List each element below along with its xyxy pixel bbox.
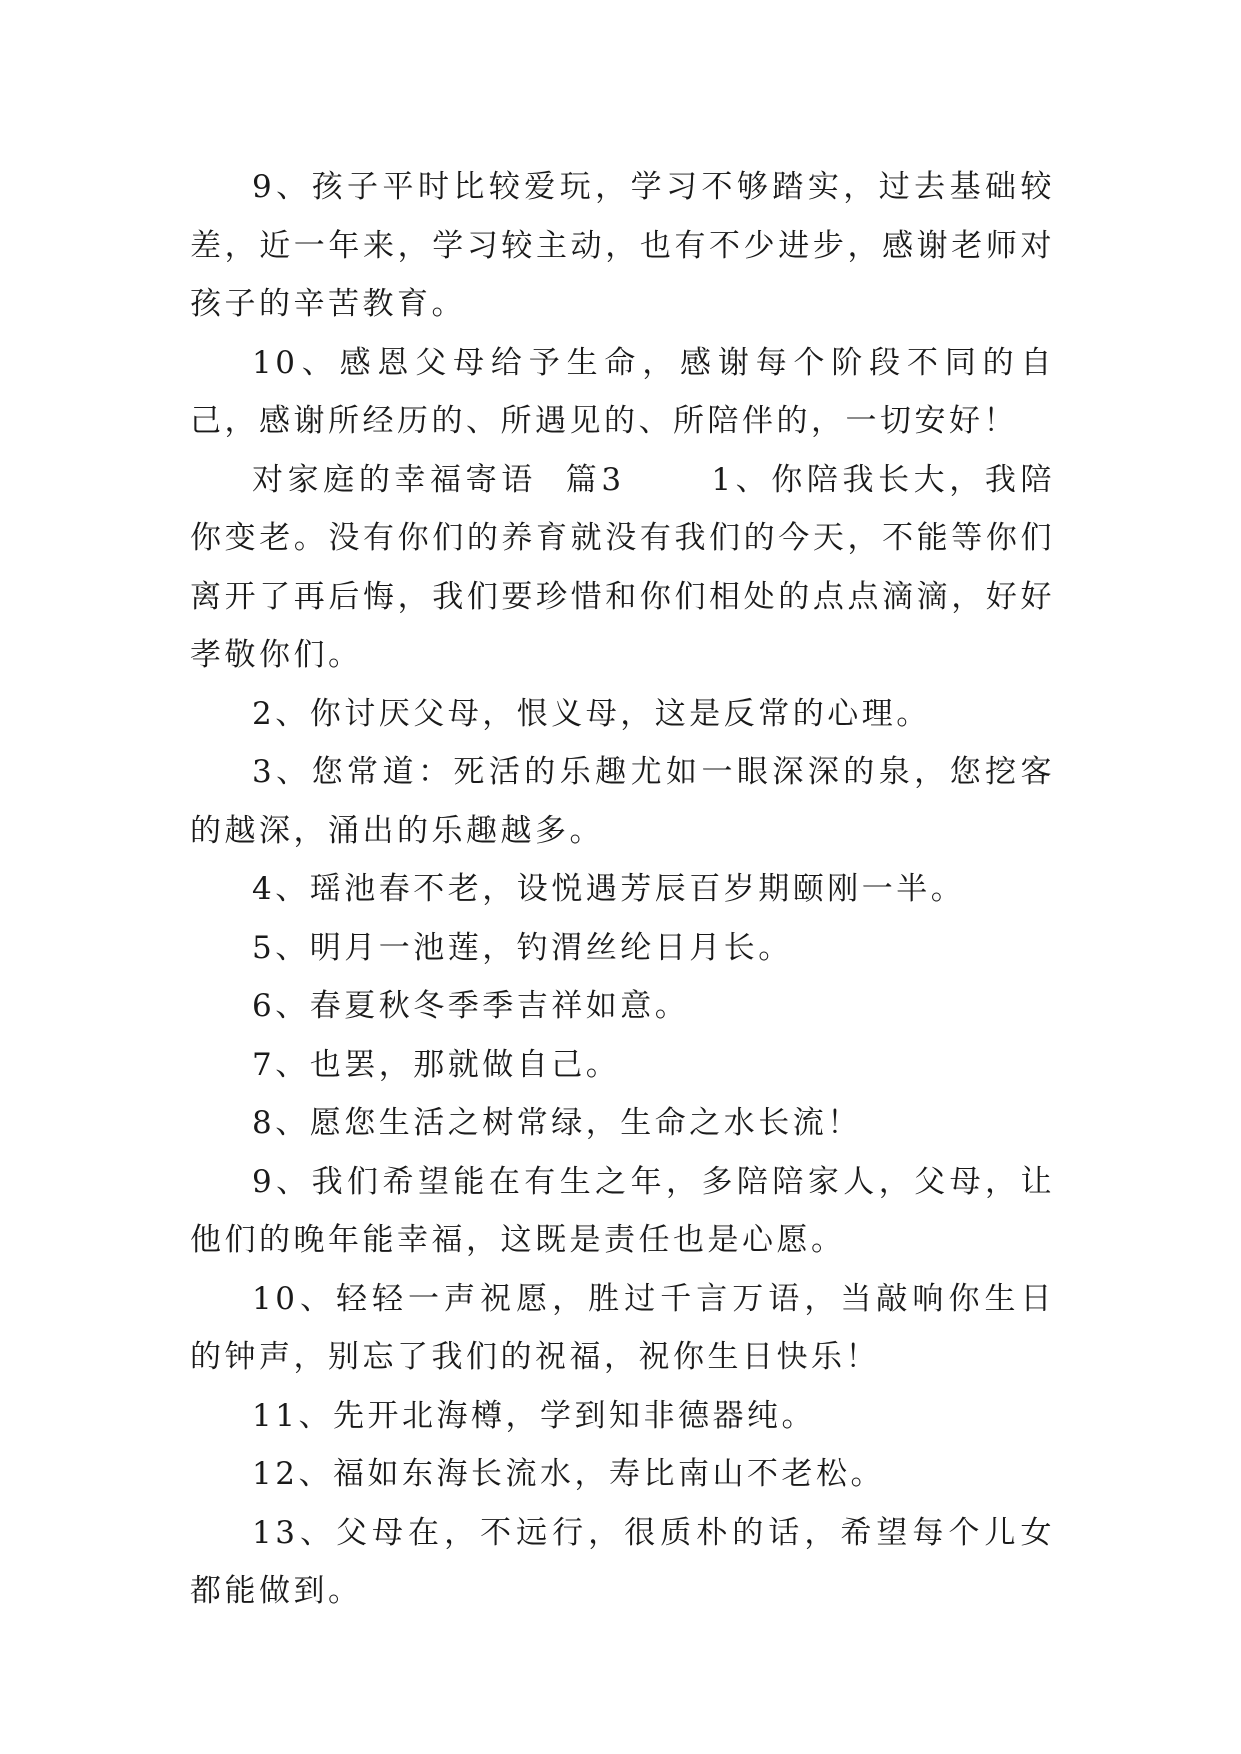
paragraph-4: 2、你讨厌父母，恨义母，这是反常的心理。 bbox=[252, 695, 931, 732]
paragraph-1: 9、孩子平时比较爱玩，学习不够踏实，过去基础较差，近一年来，学习较主动，也有不少进步，感谢老师对孩子的辛苦教育。 bbox=[190, 169, 1055, 322]
paragraph-8: 6、春夏秋冬季季吉祥如意。 bbox=[252, 988, 690, 1024]
section-heading-paragraph: 对家庭的幸福寄语 篇3 1、你陪我长大，我陪你变老。没有你们的养育就没有我们的今天，不能等你们离开了再后悔，我们要珍惜和你们相处的点点滴滴，好好孝敬你们。 bbox=[190, 461, 1055, 673]
document-body bbox=[190, 158, 1055, 1621]
paragraph-11: 9、我们希望能在有生之年，多陪陪家人，父母，让他们的晚年能幸福，这既是责任也是心愿。 bbox=[190, 1163, 1055, 1258]
paragraph-6: 4、瑶池春不老，设悦遇芳辰百岁期颐刚一半。 bbox=[252, 871, 966, 907]
paragraph-15: 13、父母在，不远行，很质朴的话，希望每个儿女都能做到。 bbox=[190, 1514, 1055, 1609]
paragraph-7: 5、明月一池莲，钓渭丝纶日月长。 bbox=[252, 929, 793, 966]
paragraph-9: 7、也罢，那就做自己。 bbox=[252, 1046, 621, 1083]
paragraph-10: 8、愿您生活之树常绿，生命之水长流！ bbox=[252, 1105, 862, 1141]
paragraph-12: 10、轻轻一声祝愿，胜过千言万语，当敲响你生日的钟声，别忘了我们的祝福，祝你生日快乐！ bbox=[190, 1280, 1055, 1375]
paragraph-5: 3、您常道：死活的乐趣尤如一眼深深的泉，您挖客的越深，涌出的乐趣越多。 bbox=[190, 754, 1055, 849]
paragraph-2: 10、感恩父母给予生命，感谢每个阶段不同的自己，感谢所经历的、所遇见的、所陪伴的，一切安好！ bbox=[190, 344, 1055, 439]
paragraph-14: 12、福如东海长流水，寿比南山不老松。 bbox=[252, 1456, 885, 1492]
paragraph-13: 11、先开北海樽，学到知非德器纯。 bbox=[252, 1397, 816, 1434]
